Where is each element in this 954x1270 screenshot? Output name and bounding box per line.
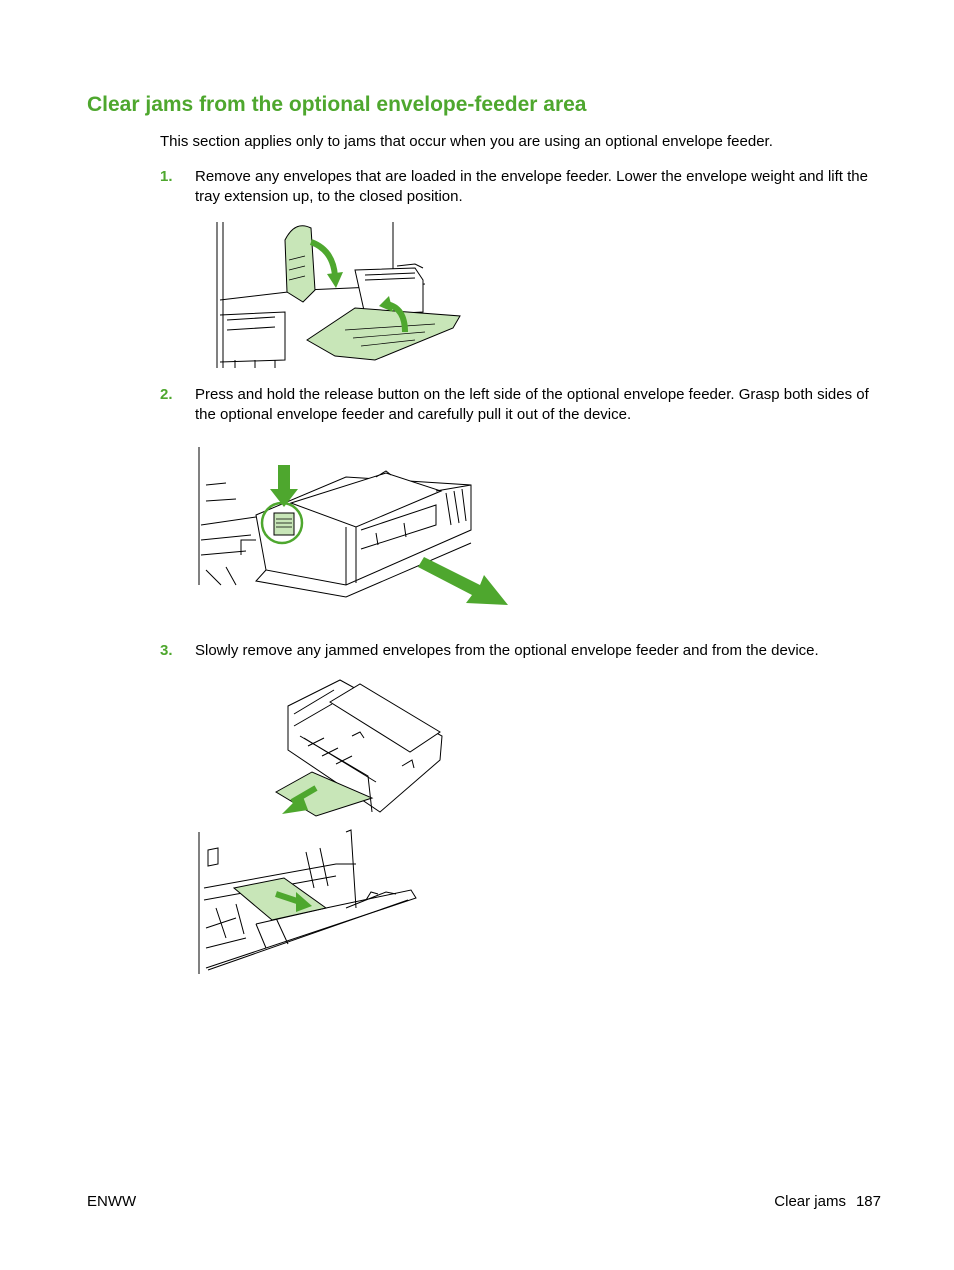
step-text: Slowly remove any jammed envelopes from the optional envelope feeder and from the device. [195,642,819,659]
figure-envelope-in-feeder [272,676,447,821]
step-number: 3. [160,642,173,659]
footer-right [774,1193,881,1210]
footer-section-name: Clear jams [774,1193,846,1210]
page-number: 187 [855,1193,881,1210]
footer-left-text: ENWW [87,1193,137,1210]
step-number: 1. [160,168,173,185]
step-text: Remove any envelopes that are loaded in the envelope feeder. Lower the envelope weight and lift the tray extension up, to the closed position. [195,168,868,205]
page-title: Clear jams from the optional envelope-feeder area [87,93,587,116]
step-number: 2. [160,386,173,403]
figure-remove-envelope-feeder [196,445,511,607]
step-text: Press and hold the release button on the left side of the optional envelope feeder. Grasp both sides of the optional envelope feeder and carefully pull it out of the device. [195,386,869,423]
intro-paragraph: This section applies only to jams that occur when you are using an optional envelope feeder. [160,133,773,150]
figure-envelope-weight-and-tray-extension [215,220,465,370]
figure-envelope-in-device [196,828,418,976]
